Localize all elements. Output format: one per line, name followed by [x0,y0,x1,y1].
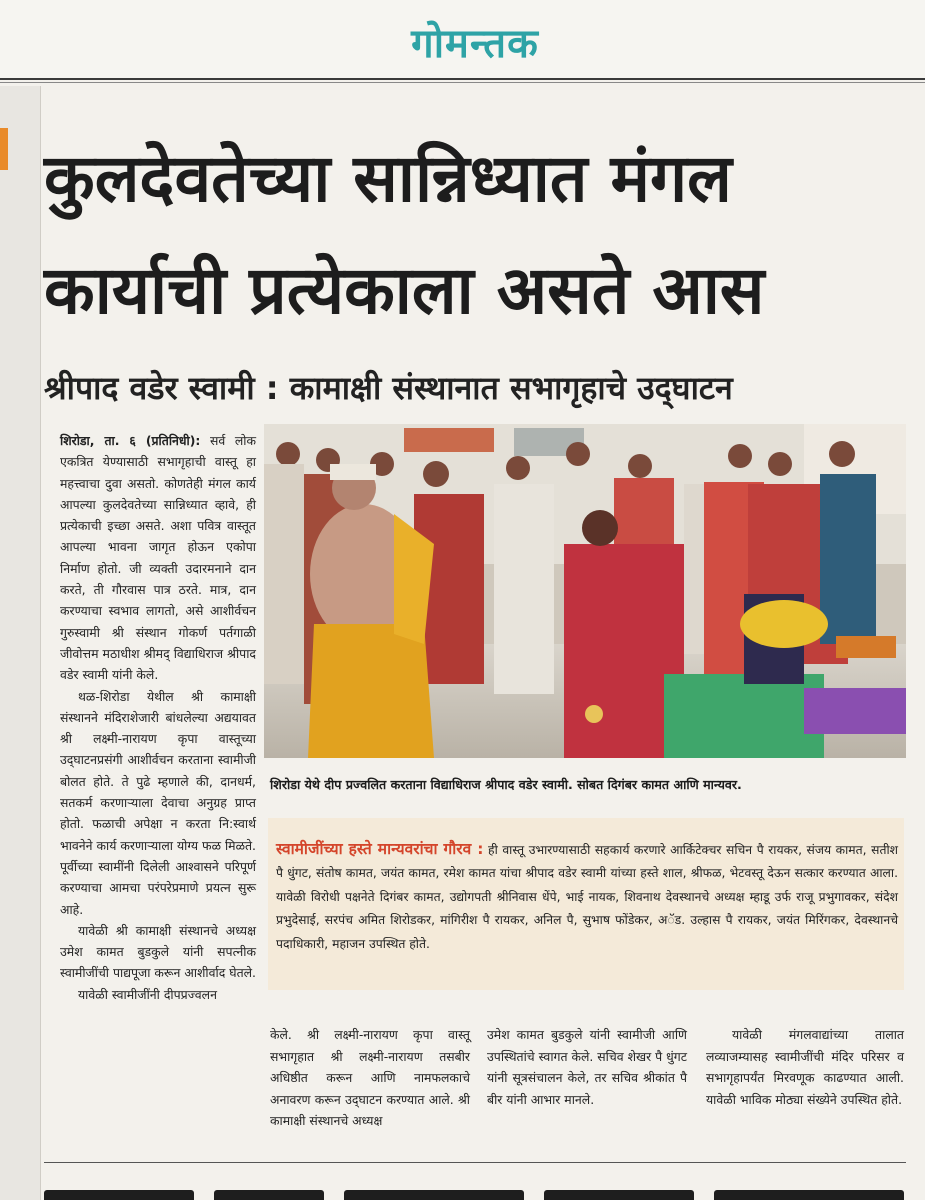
paragraph-4: यावेळी स्वामीजींनी दीपप्रज्वलन [78,986,217,1002]
masthead [0,0,925,80]
headline-line-1: कुलदेवतेच्या सान्निध्यात मंगल [44,140,732,217]
lead-paragraph [60,430,256,686]
dateline: शिरोडा, ता. ६ (प्रतिनिधी): [60,433,201,448]
masthead-rule [0,82,925,83]
article-column-4: यावेळी मंगलवाद्यांच्या तालात लव्याजम्यासह स्वामीजींची मंदिर परिसर व सभागृहापर्यंत मिरवणूक काढण्यात आली. यावेळी भाविक मोठ्या संख्येने उपस्थित होते. [706,1027,904,1107]
paragraph-3: यावेळी श्री कामाक्षी संस्थानचे अध्यक्ष उमेश कामत बुडकुले यांनी सपत्नीक स्वामीजींची पाद्यपूजा करून आशीर्वाद घेतले. [60,922,256,981]
felicitation-title: स्वामीजींच्या हस्ते मान्यवरांचा गौरव : [276,840,484,858]
section-tab [0,128,8,170]
felicitation-text [276,838,898,956]
footer-rule [44,1162,906,1163]
article-column-3: उमेश कामत बुडकुले यांनी स्वामीजी आणि उपस्थितांचे स्वागत केले. सचिव शेखर पै धुंगट यांनी सूत्रसंचालन केले, तर सचिव श्रीकांत पै बीर यांनी आभार मानले. [487,1027,687,1107]
paragraph-2: थळ-शिरोडा येथील श्री कामाक्षी संस्थानने मंदिराशेजारी बांधलेल्या अद्ययावत श्री लक्ष्मी-नारायण कृपा वास्तूच्या उद्‍घाटनप्रसंगी आशीर्वचन करताना स्वामीजी बोलत होते. ते पुढे म्हणाले की, दानधर्म, सतकर्म करणाऱ्याला देवाचा अनुग्रह प्राप्त होतो. फळाची अपेक्षा न करता नि:स्वार्थ भावनेने कार्य करणाऱ्याला योग्य फळ मिळते. पूर्वीच्या स्वामींनी दिलेली आश्वासने परिपूर्ण करण्याचा आमचा परंपरेप्रमाणे प्रयत्न सुरू आहे. [60,688,256,917]
left-margin-strip [0,86,41,1200]
article-column-2: केले. श्री लक्ष्मी-नारायण कृपा वास्तू सभागृहात श्री लक्ष्मी-नारायण तसबीर अधिष्ठीत करून आणि नामफलकाचे अनावरण करून उद्‍घाटन करण्यात आले. श्री कामाक्षी संस्थानचे अध्यक्ष [270,1027,470,1128]
photo-caption: शिरोडा येथे दीप प्रज्वलित करताना विद्याधिराज श्रीपाद वडेर स्वामी. सोबत दिगंबर कामत आणि मान्यवर. [270,777,742,792]
newspaper-name: गोमन्तक [411,21,539,67]
article-column-1 [60,430,256,1005]
paragraph-1: सर्व लोक एकत्रित येण्यासाठी सभागृहाची वास्तू हा महत्त्वाचा दुवा असतो. कोणतेही मंगल कार्य आपल्या कुलदेवतेच्या सान्निध्यात व्हावे, ही प्रत्येकाची इच्छा असते. अशा पवित्र वास्तूत आपल्या भावना जागृत होऊन एकोपा निर्माण होतो. जी व्यक्ती उदारमनाने दान करते, ती गौरवास पात्र ठरते. मात्र, दान करण्याचा स्वभाव लागतो, असे आशीर्वचन गुरुस्वामी श्री संस्थान गोकर्ण पर्तगाळी जीवोत्तम मठाधीश श्रीमद् विद्याधिराज श्रीपाद वडेर स्वामी यांनी केले. [60,433,256,683]
news-photo [264,424,906,758]
photo-illustration [264,424,906,758]
headline-line-2: कार्याची प्रत्येकाला असते आस [44,252,765,329]
next-article-headline-cut [44,1186,906,1200]
felicitation-body: ही वास्तू उभारण्यासाठी सहकार्य करणारे आर्किटेक्चर सचिन पै रायकर, संजय कामत, सतीश पै धुंगट, संतोष कामत, जयंत कामत, रमेश कामत यांचा श्रीपाद वडेर स्वामी यांच्या हस्ते शाल, श्रीफळ, भेटवस्तू देऊन सत्कार करण्यात आला. यावेळी विरोधी पक्षनेते दिगंबर कामत, उद्योगपती श्रीनिवास धेंपे, भाई नायक, शिवनाथ देवस्थानचे अध्यक्ष म्हाडू उर्फ राजू प्रभुगावकर, संदेश प्रभुदेसाई, सरपंच अमित शिरोडकर, मांगिरीश पै रायकर, अनिल पै, सुभाष फोंडेकर, अॅड. उल्हास पै रायकर, जयंत मिरिंगकर, देवस्थानचे पदाधिकारी, महाजन उपस्थित होते. [276,843,898,951]
subheadline: श्रीपाद वडेर स्वामी : कामाक्षी संस्थानात सभागृहाचे उद्‍घाटन [44,369,733,407]
